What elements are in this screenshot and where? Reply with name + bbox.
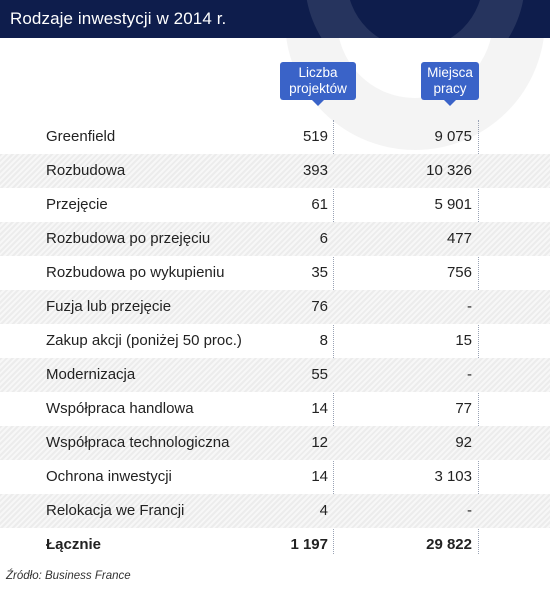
table-row xyxy=(0,426,550,460)
jobs-value: 477 xyxy=(446,230,472,247)
data-table xyxy=(0,120,550,562)
jobs-value: 92 xyxy=(455,434,472,451)
projects-value: 6 xyxy=(319,230,328,247)
source-note: Źródło: Business France xyxy=(6,570,131,582)
projects-value: 519 xyxy=(302,128,328,145)
row-label: Współpraca technologiczna xyxy=(46,434,230,451)
table-total-row xyxy=(0,528,550,562)
jobs-value: 3 103 xyxy=(434,468,472,485)
logo-icon xyxy=(305,0,525,38)
table-row xyxy=(0,494,550,528)
projects-value: 1 197 xyxy=(290,536,328,553)
table-row xyxy=(0,392,550,426)
row-label: Rozbudowa xyxy=(46,162,126,179)
table-row xyxy=(0,256,550,290)
jobs-value: 9 075 xyxy=(434,128,472,145)
jobs-value: - xyxy=(467,298,472,315)
row-label: Relokacja we Francji xyxy=(46,502,185,519)
row-label: Fuzja lub przejęcie xyxy=(46,298,172,315)
table-row xyxy=(0,222,550,256)
row-label: Przejęcie xyxy=(46,196,108,213)
projects-value: 35 xyxy=(311,264,328,281)
jobs-value: 756 xyxy=(446,264,472,281)
table-row xyxy=(0,290,550,324)
row-label: Modernizacja xyxy=(46,366,136,383)
jobs-value: - xyxy=(467,366,472,383)
projects-value: 14 xyxy=(311,468,328,485)
projects-value: 14 xyxy=(311,400,328,417)
row-label: Współpraca handlowa xyxy=(46,400,194,417)
table-row xyxy=(0,154,550,188)
row-label: Rozbudowa po przejęciu xyxy=(46,230,211,247)
column-header-projects: Liczba projektów xyxy=(280,62,356,100)
projects-value: 4 xyxy=(319,502,328,519)
jobs-value: 5 901 xyxy=(434,196,472,213)
title-bar xyxy=(0,0,550,38)
row-label: Ochrona inwestycji xyxy=(46,468,172,485)
jobs-value: 10 326 xyxy=(426,162,472,179)
chart-title: Rodzaje inwestycji w 2014 r. xyxy=(10,9,227,28)
table-row xyxy=(0,358,550,392)
jobs-value: - xyxy=(467,502,472,519)
row-label: Rozbudowa po wykupieniu xyxy=(46,264,225,281)
table-row xyxy=(0,324,550,358)
column-header-jobs: Miejsca pracy xyxy=(421,62,479,100)
projects-value: 393 xyxy=(302,162,328,179)
table-row xyxy=(0,460,550,494)
table-row xyxy=(0,188,550,222)
projects-value: 55 xyxy=(311,366,328,383)
jobs-value: 77 xyxy=(455,400,472,417)
row-label: Łącznie xyxy=(46,536,102,553)
row-label: Zakup akcji (poniżej 50 proc.) xyxy=(46,332,242,349)
jobs-value: 29 822 xyxy=(426,536,472,553)
projects-value: 61 xyxy=(311,196,328,213)
projects-value: 76 xyxy=(311,298,328,315)
table-row xyxy=(0,120,550,154)
projects-value: 8 xyxy=(319,332,328,349)
jobs-value: 15 xyxy=(455,332,472,349)
row-label: Greenfield xyxy=(46,128,116,145)
projects-value: 12 xyxy=(311,434,328,451)
